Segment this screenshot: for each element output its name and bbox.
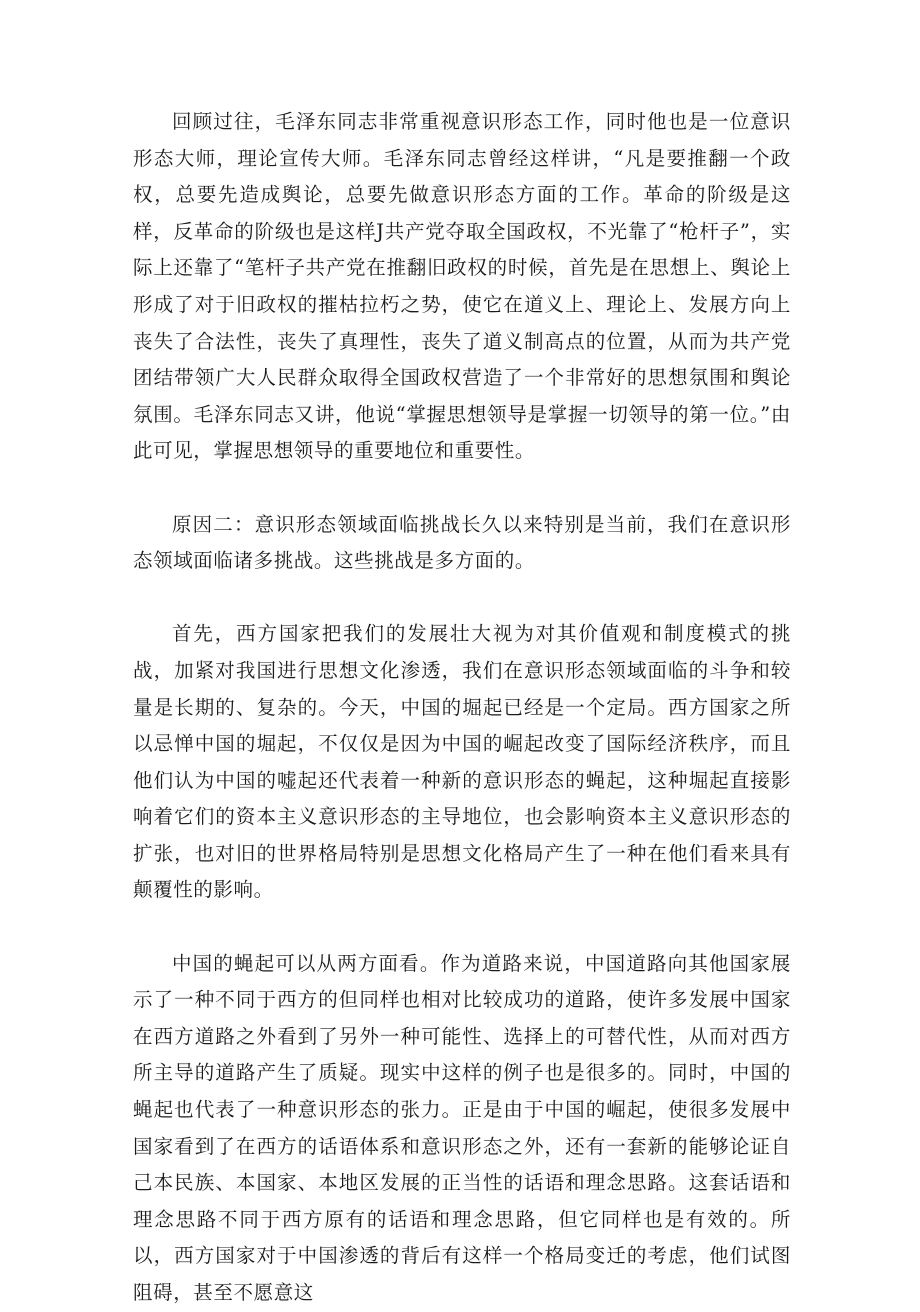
paragraph-gap (133, 580, 791, 617)
document-body (133, 104, 791, 1312)
paragraph-china-rise: 中国的蝇起可以从两方面看。作为道路来说，中国道路向其他国家展示了一种不同于西方的但同样也相对比较成功的道路，使许多发展中国家在西方道路之外看到了另外一种可能性、选择上的可替代性，从而对西方所主导的道路产生了质疑。现实中这样的例子也是很多的。同时，中国的蝇起也代表了一种意识形态的张力。正是由于中国的崛起，使很多发展中国家看到了在西方的话语体系和意识形态之外，还有一套新的能够论证自己本民族、本国家、本地区发展的正当性的话语和理念思路。这套话语和理念思路不同于西方原有的话语和理念思路，但它同样也是有效的。所以，西方国家对于中国渗透的背后有这样一个格局变迁的考虑，他们试图阻碍，甚至不愿意这 (133, 951, 791, 1304)
paragraph-western-challenge: 首先，西方国家把我们的发展壮大视为对其价值观和制度模式的挑战，加紧对我国进行思想文化渗透，我们在意识形态领域面临的斗争和较量是长期的、复杂的。今天，中国的堀起已经是一个定局。西方国家之所以忌惮中国的堀起，不仅仅是因为中国的崛起改变了国际经济秩序，而且他们认为中国的嘘起还代表着一种新的意识形态的蝇起，这种堀起直接影响着它们的资本主义意识形态的主导地位，也会影响资本主义意识形态的扩张，也对旧的世界格局特别是思想文化格局产生了一种在他们看来具有颠覆性的影响。 (133, 622, 791, 902)
paragraph-gap (133, 470, 791, 507)
paragraph-reason-two: 原因二：意识形态领域面临挑战长久以来特别是当前，我们在意识形态领域面临诸多挑战。这些挑战是多方面的。 (133, 512, 791, 573)
paragraph-mao-zedong-ideology: 回顾过往，毛泽东同志非常重视意识形态工作，同时他也是一位意识形态大师，理论宣传大师。毛泽东同志曾经这样讲，“凡是要推翻一个政权，总要先造成舆论，总要先做意识形态方面的工作。革命的阶级是这样，反革命的阶级也是这样J共产党夺取全国政权，不光靠了“枪杆子”，实际上还靠了“笔杆子共产党在推翻旧政权的时候，首先是在思想上、舆论上形成了对于旧政权的摧枯拉朽之势，使它在道义上、理论上、发展方向上丧失了合法性，丧失了真理性，丧失了道义制高点的位置，从而为共产党团结带领广大人民群众取得全国政权营造了一个非常好的思想氛围和舆论氛围。毛泽东同志又讲，他说“掌握思想领导是掌握一切领导的第一位。”由此可见，掌握思想领导的重要地位和重要性。 (133, 110, 791, 463)
paragraph-gap (133, 909, 791, 946)
